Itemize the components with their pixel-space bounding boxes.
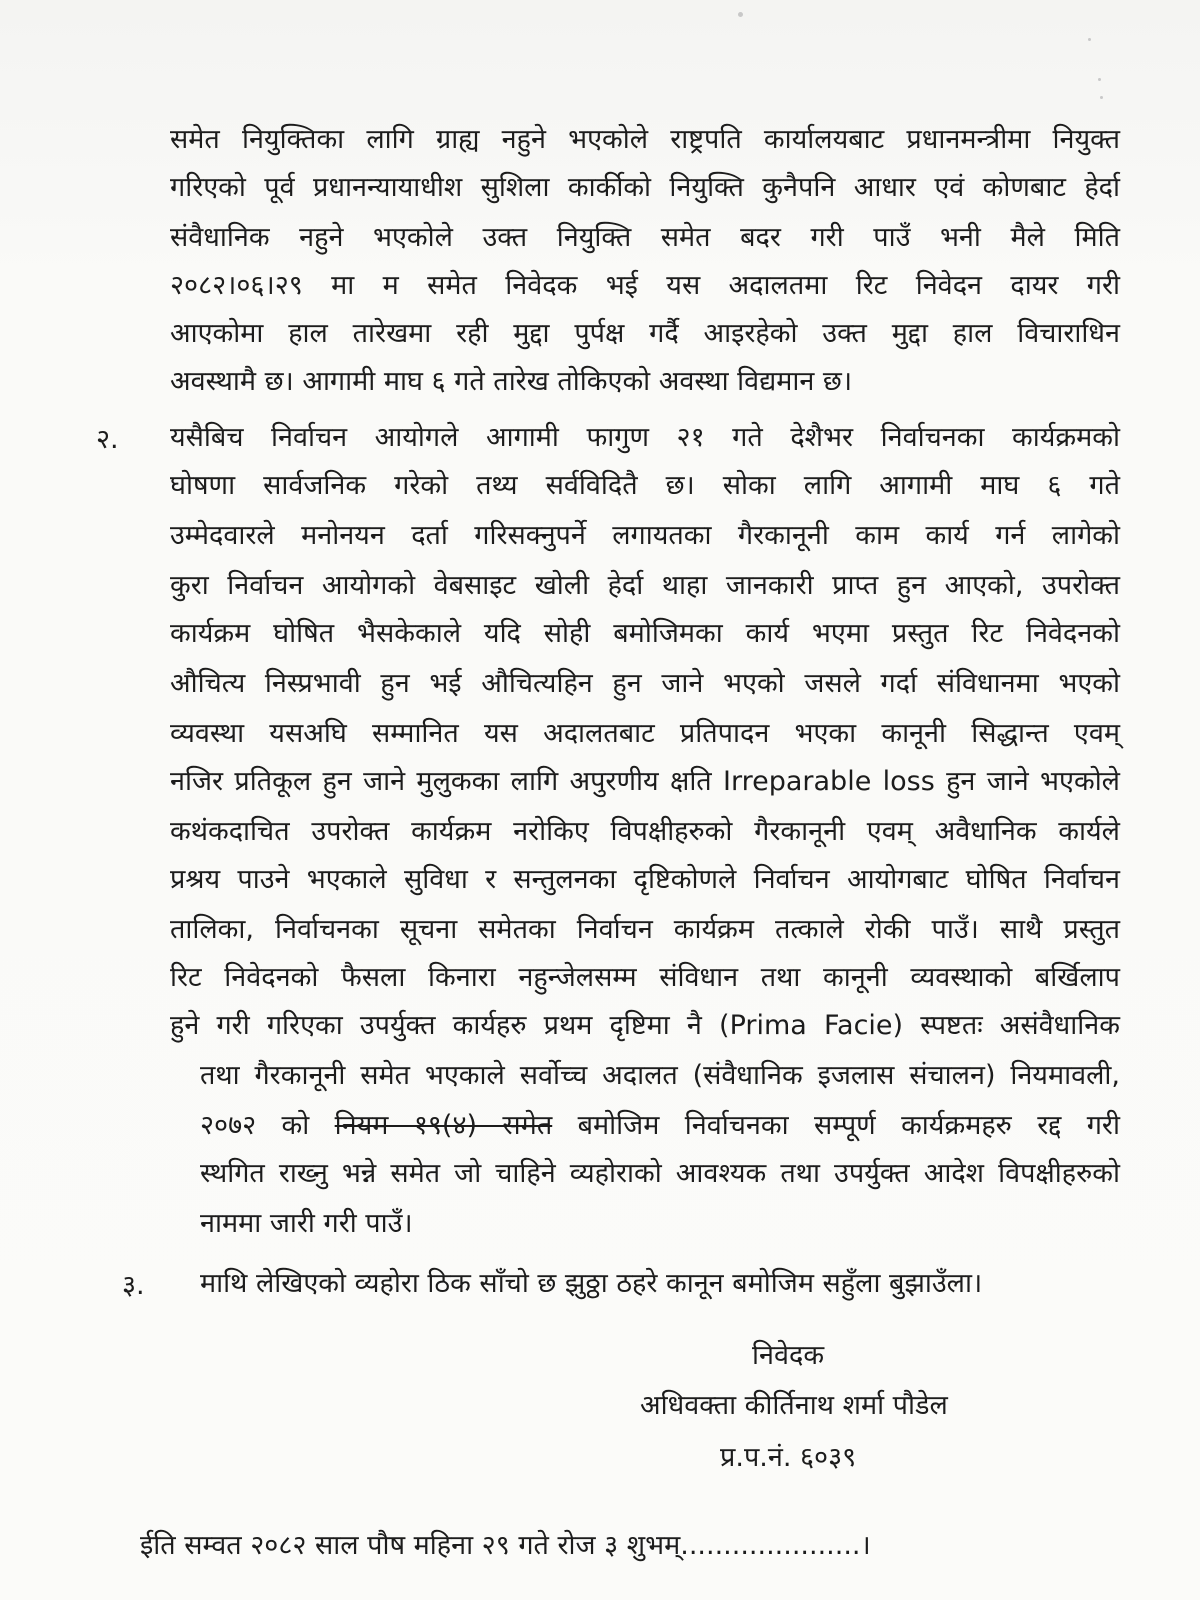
- continuation-line: अवस्थामै छ। आगामी माघ ६ गते तारेख तोकिएको अवस्था विद्यमान छ।: [170, 366, 853, 397]
- continuation-line: संवैधानिक नहुने भएकोले उक्त नियुक्ति समेत बदर गरी पाउँ भनी मैले मिति: [170, 222, 1120, 253]
- paragraph-line: नजिर प्रतिकूल हुन जाने मुलुकका लागि अपुरणीय क्षति Irreparable loss हुन जाने भएकोले: [170, 766, 1120, 797]
- continuation-line: समेत नियुक्तिका लागि ग्राह्य नहुने भएकोले राष्ट्रपति कार्यालयबाट प्रधानमन्त्रीमा नियुक्त: [170, 124, 1120, 155]
- struck-text: नियम १९(४) समेत: [334, 1110, 553, 1141]
- date-footer: ईति सम्वत २०८२ साल पौष महिना २९ गते रोज ३ शुभम्.....................।: [140, 1530, 871, 1561]
- paragraph-line: व्यवस्था यसअघि सम्मानित यस अदालतबाट प्रतिपादन भएका कानूनी सिद्धान्त एवम्: [170, 718, 1120, 749]
- paragraph-number: ३.: [122, 1270, 145, 1301]
- paragraph-line: नाममा जारी गरी पाउँ।: [200, 1208, 413, 1239]
- paragraph-line: हुने गरी गरिएका उपर्युक्त कार्यहरु प्रथम दृष्टिमा नै (Prima Facie) स्पष्टतः असंवैधानिक: [170, 1010, 1120, 1041]
- paragraph-line: कार्यक्रम घोषित भैसकेकाले यदि सोही बमोजिमका कार्य भएमा प्रस्तुत रिट निवेदनको: [170, 618, 1120, 649]
- paragraph-line: घोषणा सार्वजनिक गरेको तथ्य सर्वविदितै छ। सोका लागि आगामी माघ ६ गते: [170, 470, 1120, 501]
- paragraph-line-with-strikeout: [200, 1106, 1120, 1146]
- line-end: बमोजिम निर्वाचनका सम्पूर्ण कार्यक्रमहरु रद्द गरी: [577, 1110, 1120, 1141]
- paragraph-line: कुरा निर्वाचन आयोगको वेबसाइट खोली हेर्दा थाहा जानकारी प्राप्त हुन आएको, उपरोक्त: [170, 570, 1120, 601]
- paragraph-line: माथि लेखिएको व्यहोरा ठिक साँचो छ झुठ्ठा ठहरे कानून बमोजिम सहुँला बुझाउँला।: [200, 1268, 983, 1299]
- line-start: २०७२ को: [200, 1110, 310, 1141]
- paragraph-line: रिट निवेदनको फैसला किनारा नहुन्जेलसम्म संविधान तथा कानूनी व्यवस्थाको बर्खिलाप: [170, 962, 1120, 993]
- paragraph-line: स्थगित राख्नु भन्ने समेत जो चाहिने व्यहोराको आवश्यक तथा उपर्युक्त आदेश विपक्षीहरुको: [200, 1158, 1120, 1189]
- paragraph-number: २.: [96, 424, 119, 455]
- signature-name: अधिवक्ता कीर्तिनाथ शर्मा पौडेल: [640, 1390, 948, 1421]
- paragraph-line: औचित्य निस्प्रभावी हुन भई औचित्यहिन हुन जाने भएको जसले गर्दा संविधानमा भएको: [170, 668, 1120, 699]
- paragraph-line: यसैबिच निर्वाचन आयोगले आगामी फागुण २१ गते देशैभर निर्वाचनका कार्यक्रमको: [170, 422, 1120, 453]
- signature-license: प्र.प.नं. ६०३९: [720, 1442, 857, 1473]
- continuation-line: गरिएको पूर्व प्रधानन्यायाधीश सुशिला कार्कीको नियुक्ति कुनैपनि आधार एवं कोणबाट हेर्दा: [170, 172, 1120, 203]
- paragraph-line: कथंकदाचित उपरोक्त कार्यक्रम नरोकिए विपक्षीहरुको गैरकानूनी एवम् अवैधानिक कार्यले: [170, 816, 1120, 847]
- signature-role: निवेदक: [752, 1340, 825, 1371]
- paragraph-line: उम्मेदवारले मनोनयन दर्ता गरिसक्नुपर्ने लगायतका गैरकानूनी काम कार्य गर्न लागेको: [170, 520, 1120, 551]
- continuation-line: आएकोमा हाल तारेखमा रही मुद्दा पुर्पक्ष गर्दै आइरहेको उक्त मुद्दा हाल विचाराधिन: [170, 318, 1120, 349]
- paragraph-line: तथा गैरकानूनी समेत भएकाले सर्वोच्च अदालत (संवैधानिक इजलास संचालन) नियमावली,: [200, 1060, 1120, 1091]
- paragraph-line: तालिका, निर्वाचनका सूचना समेतका निर्वाचन कार्यक्रम तत्काले रोकी पाउँ। साथै प्रस्तुत: [170, 914, 1120, 945]
- continuation-line: २०८२।०६।२९ मा म समेत निवेदक भई यस अदालतमा रिट निवेदन दायर गरी: [170, 270, 1120, 301]
- paragraph-line: प्रश्रय पाउने भएकाले सुविधा र सन्तुलनका दृष्टिकोणले निर्वाचन आयोगबाट घोषित निर्वाचन: [170, 864, 1120, 895]
